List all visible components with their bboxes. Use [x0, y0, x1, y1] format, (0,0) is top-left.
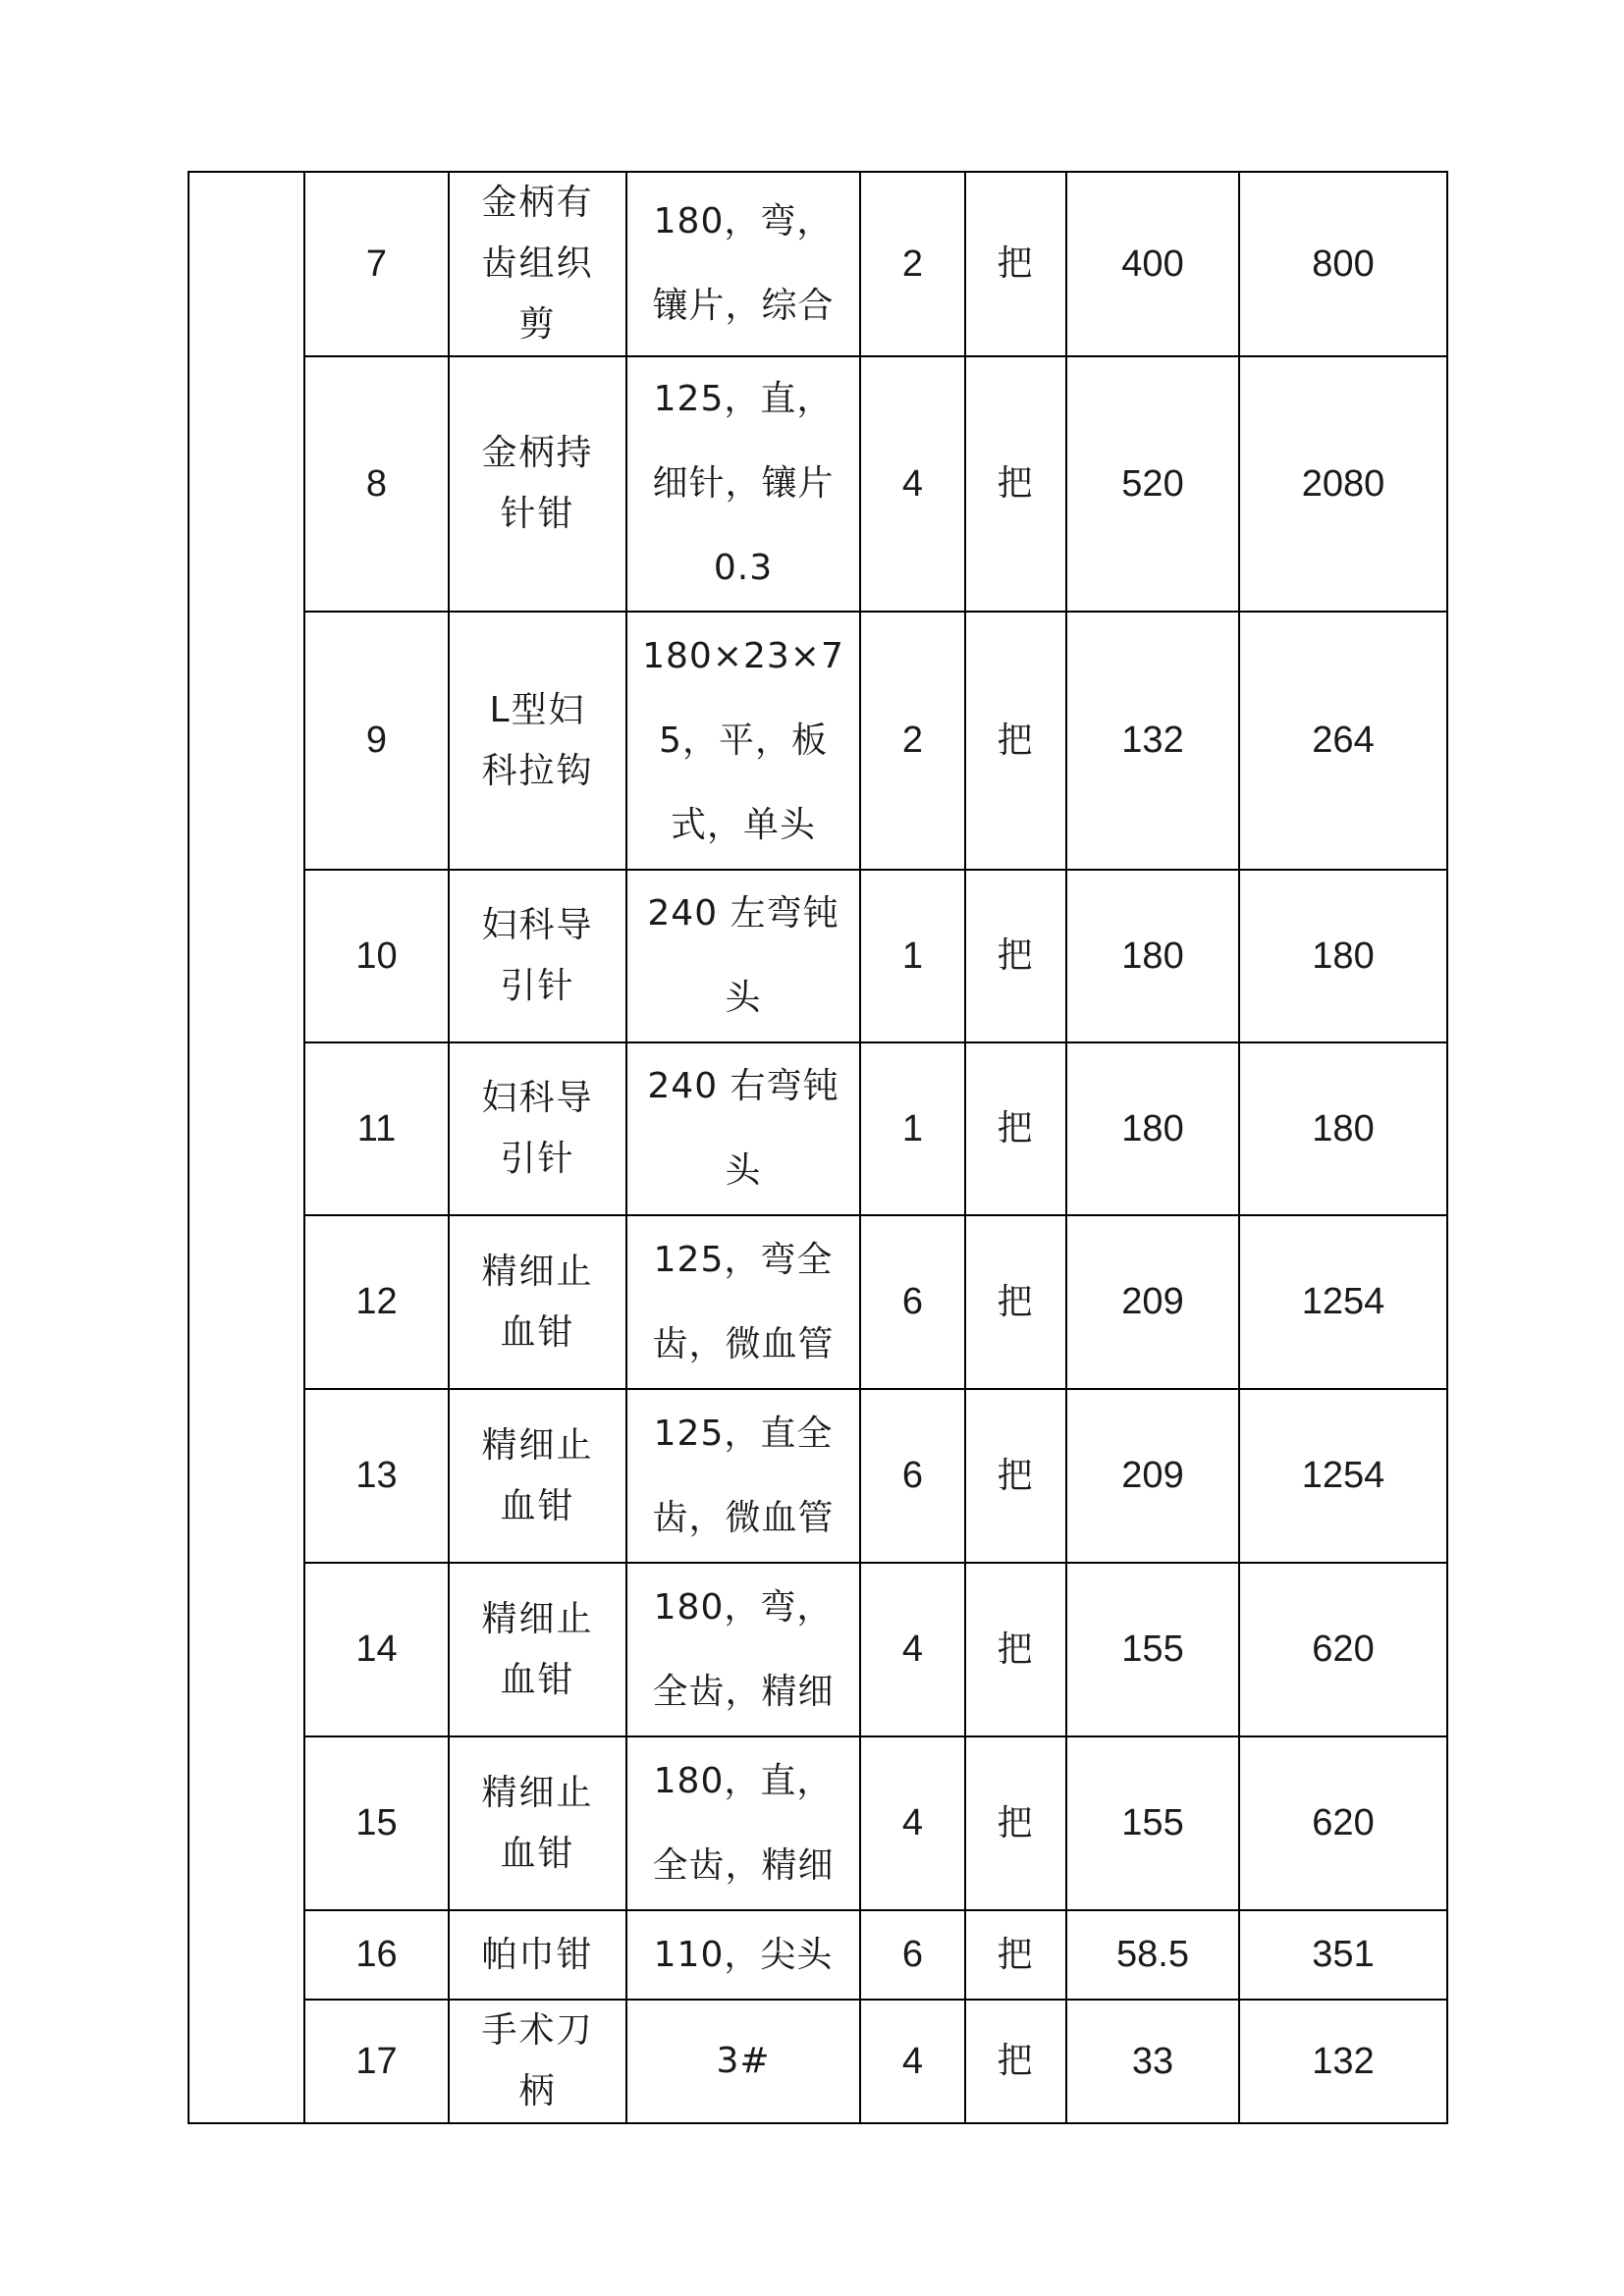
row-number-cell: [304, 1910, 449, 2000]
unit-price-cell: [1066, 870, 1239, 1042]
unit-cell: [965, 1563, 1066, 1736]
item-spec-text: 180×23×75，平，板式，单头: [642, 635, 844, 845]
item-name-text: 精细止血钳: [481, 1251, 594, 1353]
item-spec-text: 240 右弯钝头: [647, 1066, 839, 1191]
unit-price-text: 400: [1121, 242, 1184, 285]
total-price-text: 2080: [1301, 462, 1385, 505]
row-number-text: 11: [356, 1107, 397, 1149]
unit-cell: [965, 612, 1066, 870]
quantity-text: 4: [901, 1802, 924, 1843]
item-spec-cell: [626, 1042, 860, 1215]
total-price-text: 351: [1312, 1934, 1375, 1975]
table-row: [189, 1910, 1447, 2000]
unit-text: 把: [997, 1629, 1035, 1670]
item-name-text: 帕巾钳: [481, 1934, 594, 1975]
item-spec-text: 125，弯全齿，微血管: [652, 1239, 835, 1364]
quantity-text: 2: [901, 720, 924, 761]
quantity-cell: [860, 1910, 965, 2000]
unit-price-text: 209: [1121, 1455, 1184, 1496]
quantity-cell: [860, 1389, 965, 1563]
row-number-cell: [304, 870, 449, 1042]
equipment-table: [188, 171, 1448, 2124]
item-name-text: L型妇科拉钩: [481, 689, 594, 791]
item-spec-cell: [626, 612, 860, 870]
total-price-cell: [1239, 172, 1447, 356]
quantity-text: 4: [901, 1629, 924, 1670]
quantity-cell: [860, 612, 965, 870]
unit-price-cell: [1066, 1910, 1239, 2000]
item-spec-cell: [626, 1215, 860, 1389]
item-name-cell: [449, 870, 626, 1042]
item-name-cell: [449, 1389, 626, 1563]
unit-text: 把: [997, 935, 1035, 976]
unit-price-cell: [1066, 1215, 1239, 1389]
row-number-text: 13: [355, 1455, 398, 1496]
row-number-text: 8: [365, 462, 388, 505]
quantity-text: 6: [901, 1455, 924, 1496]
quantity-cell: [860, 2000, 965, 2123]
row-number-cell: [304, 356, 449, 612]
item-name-text: 精细止血钳: [481, 1598, 594, 1700]
unit-price-text: 132: [1121, 720, 1184, 761]
total-price-text: 180: [1312, 1107, 1375, 1149]
table-row: [189, 1736, 1447, 1910]
item-spec-text: 180，直，全齿，精细: [652, 1760, 835, 1886]
unit-price-cell: [1066, 172, 1239, 356]
total-price-text: 800: [1312, 242, 1375, 285]
item-spec-cell: [626, 1389, 860, 1563]
total-price-cell: [1239, 1563, 1447, 1736]
unit-text: 把: [997, 463, 1035, 504]
quantity-text: 4: [901, 2040, 924, 2082]
unit-price-text: 209: [1121, 1281, 1184, 1322]
item-name-text: 妇科导引针: [481, 905, 594, 1006]
item-spec-cell: [626, 1736, 860, 1910]
unit-cell: [965, 172, 1066, 356]
item-name-text: 精细止血钳: [481, 1424, 594, 1526]
unit-text: 把: [997, 1934, 1035, 1975]
item-spec-text: 180，弯，全齿，精细: [652, 1586, 835, 1712]
item-name-cell: [449, 1736, 626, 1910]
unit-price-text: 155: [1121, 1802, 1184, 1843]
quantity-text: 6: [901, 1281, 924, 1322]
item-name-text: 妇科导引针: [481, 1078, 594, 1179]
quantity-cell: [860, 1736, 965, 1910]
total-price-text: 620: [1312, 1629, 1375, 1670]
unit-text: 把: [997, 1108, 1035, 1148]
quantity-cell: [860, 870, 965, 1042]
row-number-cell: [304, 2000, 449, 2123]
unit-text: 把: [997, 243, 1035, 284]
item-spec-text: 125，直全齿，微血管: [652, 1413, 835, 1538]
item-name-cell: [449, 356, 626, 612]
total-price-cell: [1239, 1215, 1447, 1389]
item-name-text: 精细止血钳: [481, 1772, 594, 1874]
quantity-cell: [860, 356, 965, 612]
unit-text: 把: [997, 1455, 1035, 1496]
table-row: [189, 1215, 1447, 1389]
unit-price-text: 33: [1131, 2040, 1174, 2082]
item-spec-text: 110，尖头: [653, 1934, 834, 1975]
unit-price-text: 180: [1121, 934, 1184, 977]
item-name-text: 金柄持针钳: [481, 433, 594, 534]
total-price-cell: [1239, 2000, 1447, 2123]
total-price-text: 1254: [1301, 1281, 1385, 1322]
total-price-cell: [1239, 612, 1447, 870]
row-number-cell: [304, 1215, 449, 1389]
row-number-text: 17: [355, 2040, 398, 2082]
unit-cell: [965, 2000, 1066, 2123]
table-row: [189, 2000, 1447, 2123]
total-price-cell: [1239, 1042, 1447, 1215]
row-number-cell: [304, 172, 449, 356]
table-row: [189, 1389, 1447, 1563]
quantity-text: 1: [901, 934, 924, 977]
quantity-text: 6: [901, 1934, 924, 1975]
row-number-text: 10: [355, 934, 398, 977]
unit-price-cell: [1066, 1389, 1239, 1563]
table-row: [189, 1042, 1447, 1215]
row-number-text: 9: [365, 720, 388, 761]
unit-text: 把: [997, 1281, 1035, 1322]
item-name-cell: [449, 2000, 626, 2123]
unit-cell: [965, 356, 1066, 612]
total-price-text: 264: [1312, 720, 1375, 761]
total-price-cell: [1239, 1910, 1447, 2000]
unit-cell: [965, 870, 1066, 1042]
row-number-text: 15: [355, 1802, 398, 1843]
unit-price-text: 58.5: [1116, 1934, 1189, 1975]
item-spec-text: 3#: [716, 2041, 771, 2081]
total-price-cell: [1239, 1736, 1447, 1910]
total-price-text: 180: [1312, 934, 1375, 977]
unit-cell: [965, 1736, 1066, 1910]
row-number-text: 16: [355, 1934, 398, 1975]
unit-text: 把: [997, 2041, 1035, 2081]
table-row: [189, 612, 1447, 870]
row-number-text: 12: [355, 1281, 398, 1322]
row-number-text: 14: [355, 1629, 398, 1670]
item-spec-cell: [626, 172, 860, 356]
total-price-text: 620: [1312, 1802, 1375, 1843]
quantity-cell: [860, 1215, 965, 1389]
item-name-cell: [449, 1563, 626, 1736]
item-name-cell: [449, 172, 626, 356]
unit-price-cell: [1066, 1042, 1239, 1215]
unit-price-text: 520: [1121, 462, 1184, 505]
total-price-cell: [1239, 870, 1447, 1042]
item-spec-text: 125，直，细针，镶片0.3: [652, 379, 835, 588]
category-cell: [189, 172, 304, 2123]
table-row: [189, 356, 1447, 612]
row-number-cell: [304, 1563, 449, 1736]
item-name-text: 金柄有齿组织剪: [481, 183, 594, 345]
quantity-text: 4: [901, 462, 924, 505]
unit-price-text: 155: [1121, 1629, 1184, 1670]
unit-price-cell: [1066, 2000, 1239, 2123]
item-spec-text: 180，弯，镶片，综合: [652, 201, 835, 326]
item-spec-cell: [626, 870, 860, 1042]
unit-price-cell: [1066, 1736, 1239, 1910]
item-name-text: 手术刀柄: [481, 2010, 594, 2111]
unit-price-cell: [1066, 1563, 1239, 1736]
table-row: [189, 870, 1447, 1042]
item-name-cell: [449, 1910, 626, 2000]
item-name-cell: [449, 612, 626, 870]
table-row: [189, 172, 1447, 356]
item-name-cell: [449, 1215, 626, 1389]
item-spec-cell: [626, 1910, 860, 2000]
item-spec-cell: [626, 2000, 860, 2123]
unit-cell: [965, 1910, 1066, 2000]
unit-price-cell: [1066, 612, 1239, 870]
unit-price-cell: [1066, 356, 1239, 612]
unit-cell: [965, 1215, 1066, 1389]
table-row: [189, 1563, 1447, 1736]
quantity-cell: [860, 172, 965, 356]
unit-text: 把: [997, 1802, 1035, 1843]
unit-price-text: 180: [1121, 1107, 1184, 1149]
item-spec-cell: [626, 1563, 860, 1736]
quantity-cell: [860, 1042, 965, 1215]
unit-cell: [965, 1389, 1066, 1563]
unit-cell: [965, 1042, 1066, 1215]
table-body: [189, 172, 1447, 2123]
item-spec-text: 240 左弯钝头: [647, 893, 839, 1018]
item-name-cell: [449, 1042, 626, 1215]
row-number-cell: [304, 1389, 449, 1563]
row-number-text: 7: [365, 242, 388, 285]
total-price-text: 1254: [1301, 1455, 1385, 1496]
unit-text: 把: [997, 720, 1035, 761]
quantity-text: 1: [901, 1107, 924, 1149]
total-price-cell: [1239, 1389, 1447, 1563]
row-number-cell: [304, 1736, 449, 1910]
quantity-cell: [860, 1563, 965, 1736]
total-price-text: 132: [1312, 2040, 1375, 2082]
quantity-text: 2: [901, 242, 924, 285]
total-price-cell: [1239, 356, 1447, 612]
item-spec-cell: [626, 356, 860, 612]
row-number-cell: [304, 1042, 449, 1215]
row-number-cell: [304, 612, 449, 870]
